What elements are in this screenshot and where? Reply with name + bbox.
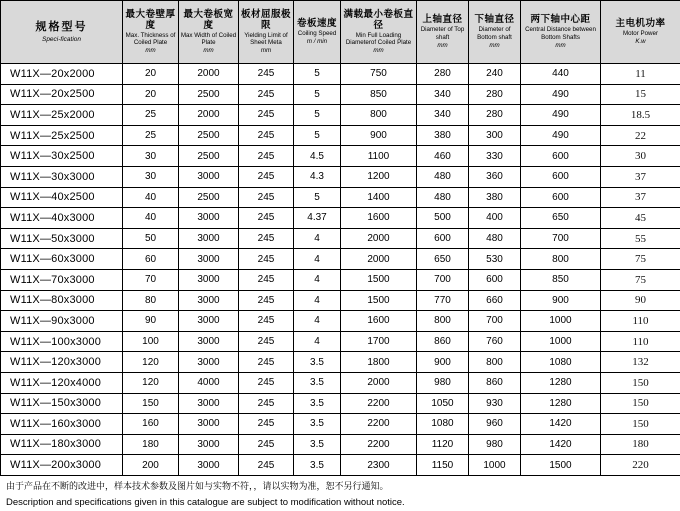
cell-motor-power: 110: [601, 311, 680, 332]
col-max-width: [179, 1, 239, 64]
cell-value: 1400: [341, 187, 417, 208]
col-coiling-speed-en: Coiling Speed: [294, 30, 340, 38]
col-motor-power-unit: K.w: [601, 38, 680, 45]
cell-motor-power: 11: [601, 64, 680, 85]
col-yield-limit: [239, 1, 294, 64]
table-row: [1, 166, 680, 187]
cell-value: 2000: [341, 249, 417, 270]
cell-value: 200: [123, 455, 179, 476]
col-coiling-speed: [294, 1, 341, 64]
col-specification-cn: 规格型号: [1, 21, 122, 34]
cell-value: 440: [521, 64, 601, 85]
cell-value: 1120: [417, 434, 469, 455]
cell-value: 300: [469, 125, 521, 146]
footnote: [0, 476, 680, 511]
cell-value: 360: [469, 166, 521, 187]
cell-motor-power: 75: [601, 269, 680, 290]
table-row: [1, 249, 680, 270]
cell-value: 1080: [521, 352, 601, 373]
cell-value: 600: [417, 228, 469, 249]
cell-value: 3000: [179, 249, 239, 270]
cell-specification: W11X—80x3000: [1, 290, 123, 311]
col-yield-limit-cn: 板材屈服极限: [239, 10, 293, 32]
table-row: [1, 105, 680, 126]
cell-value: 245: [239, 187, 294, 208]
cell-value: 245: [239, 125, 294, 146]
table-body: [1, 64, 680, 476]
cell-motor-power: 15: [601, 84, 680, 105]
cell-value: 30: [123, 166, 179, 187]
col-coiling-speed-cn: 卷板速度: [294, 19, 340, 30]
cell-value: 5: [294, 64, 341, 85]
cell-value: 800: [521, 249, 601, 270]
cell-value: 1500: [341, 269, 417, 290]
header-row: [1, 1, 680, 64]
cell-value: 3.5: [294, 414, 341, 435]
cell-value: 245: [239, 228, 294, 249]
col-motor-power-en: Motor Power: [601, 30, 680, 38]
cell-value: 280: [417, 64, 469, 85]
cell-value: 100: [123, 331, 179, 352]
table-row: [1, 228, 680, 249]
cell-motor-power: 30: [601, 146, 680, 167]
cell-value: 1100: [341, 146, 417, 167]
col-max-thickness-unit: mm: [123, 47, 178, 54]
cell-value: 245: [239, 84, 294, 105]
cell-value: 1800: [341, 352, 417, 373]
cell-value: 245: [239, 269, 294, 290]
col-max-width-unit: mm: [179, 47, 238, 54]
cell-value: 3.5: [294, 372, 341, 393]
cell-value: 245: [239, 434, 294, 455]
footnote-en: Description and specifications given in this catalogue are subject to modification without notice.: [6, 496, 674, 510]
cell-value: 1420: [521, 414, 601, 435]
cell-value: 750: [341, 64, 417, 85]
col-specification: [1, 1, 123, 64]
cell-specification: W11X—30x3000: [1, 166, 123, 187]
cell-specification: W11X—90x3000: [1, 311, 123, 332]
cell-value: 700: [521, 228, 601, 249]
cell-specification: W11X—20x2000: [1, 64, 123, 85]
cell-specification: W11X—180x3000: [1, 434, 123, 455]
col-max-thickness: [123, 1, 179, 64]
table-header: [1, 1, 680, 64]
cell-value: 340: [417, 105, 469, 126]
cell-value: 2200: [341, 414, 417, 435]
cell-value: 4: [294, 269, 341, 290]
cell-value: 600: [521, 146, 601, 167]
cell-value: 1500: [341, 290, 417, 311]
col-max-width-en: Max Width of Coiled Plate: [179, 32, 238, 48]
cell-value: 490: [521, 84, 601, 105]
table-row: [1, 352, 680, 373]
table-row: [1, 434, 680, 455]
col-min-coil-diameter-cn: 满载最小卷板直径: [341, 10, 416, 32]
col-central-distance-unit: mm: [521, 42, 600, 49]
cell-motor-power: 45: [601, 208, 680, 229]
cell-value: 4: [294, 331, 341, 352]
cell-value: 480: [417, 166, 469, 187]
cell-value: 245: [239, 105, 294, 126]
cell-specification: W11X—160x3000: [1, 414, 123, 435]
cell-value: 800: [417, 311, 469, 332]
table-row: [1, 146, 680, 167]
cell-specification: W11X—150x3000: [1, 393, 123, 414]
cell-value: 2200: [341, 434, 417, 455]
cell-motor-power: 220: [601, 455, 680, 476]
cell-value: 2000: [179, 105, 239, 126]
cell-value: 1000: [521, 311, 601, 332]
cell-value: 1150: [417, 455, 469, 476]
table-row: [1, 311, 680, 332]
cell-value: 490: [521, 105, 601, 126]
cell-value: 245: [239, 146, 294, 167]
cell-value: 3.5: [294, 393, 341, 414]
cell-value: 2500: [179, 187, 239, 208]
cell-value: 4.5: [294, 146, 341, 167]
cell-value: 1200: [341, 166, 417, 187]
cell-value: 245: [239, 372, 294, 393]
cell-value: 3000: [179, 269, 239, 290]
cell-value: 600: [521, 166, 601, 187]
cell-value: 2000: [341, 228, 417, 249]
col-central-distance: [521, 1, 601, 64]
cell-value: 980: [469, 434, 521, 455]
cell-motor-power: 132: [601, 352, 680, 373]
cell-value: 5: [294, 84, 341, 105]
cell-value: 1000: [469, 455, 521, 476]
col-yield-limit-unit: mm: [239, 47, 293, 54]
col-max-thickness-en: Max. Thickness of Coiled Plate: [123, 32, 178, 48]
cell-value: 900: [341, 125, 417, 146]
col-min-coil-diameter-en: Min Full Loading Diameterof Coiled Plate: [341, 32, 416, 48]
cell-value: 245: [239, 455, 294, 476]
cell-value: 3000: [179, 331, 239, 352]
col-bottom-shaft-diameter-en: Diameter of Bottom shaft: [469, 26, 520, 42]
cell-value: 25: [123, 105, 179, 126]
cell-value: 5: [294, 105, 341, 126]
cell-value: 600: [521, 187, 601, 208]
cell-value: 5: [294, 125, 341, 146]
table-row: [1, 372, 680, 393]
col-central-distance-en: Central Distance between Bottom Shafts: [521, 26, 600, 42]
col-coiling-speed-unit: m / min: [294, 38, 340, 45]
cell-value: 960: [469, 414, 521, 435]
table-row: [1, 331, 680, 352]
cell-value: 2200: [341, 393, 417, 414]
cell-value: 4: [294, 249, 341, 270]
cell-value: 20: [123, 84, 179, 105]
table-row: [1, 84, 680, 105]
cell-value: 4: [294, 311, 341, 332]
col-max-thickness-cn: 最大卷壁厚度: [123, 10, 178, 32]
col-top-shaft-diameter-unit: mm: [417, 42, 468, 49]
cell-specification: W11X—25x2000: [1, 105, 123, 126]
cell-value: 1280: [521, 393, 601, 414]
cell-value: 380: [417, 125, 469, 146]
cell-value: 3000: [179, 414, 239, 435]
cell-specification: W11X—20x2500: [1, 84, 123, 105]
cell-specification: W11X—100x3000: [1, 331, 123, 352]
cell-value: 4.37: [294, 208, 341, 229]
cell-motor-power: 150: [601, 393, 680, 414]
cell-value: 800: [341, 105, 417, 126]
cell-value: 80: [123, 290, 179, 311]
cell-value: 3000: [179, 352, 239, 373]
table-row: [1, 455, 680, 476]
cell-motor-power: 37: [601, 187, 680, 208]
cell-value: 860: [469, 372, 521, 393]
cell-value: 4: [294, 290, 341, 311]
cell-value: 2300: [341, 455, 417, 476]
cell-value: 3000: [179, 166, 239, 187]
cell-value: 3000: [179, 208, 239, 229]
table-row: [1, 393, 680, 414]
cell-value: 460: [417, 146, 469, 167]
cell-motor-power: 18.5: [601, 105, 680, 126]
cell-value: 850: [341, 84, 417, 105]
cell-value: 245: [239, 64, 294, 85]
col-min-coil-diameter-unit: mm: [341, 47, 416, 54]
cell-specification: W11X—40x2500: [1, 187, 123, 208]
table-row: [1, 64, 680, 85]
cell-value: 660: [469, 290, 521, 311]
cell-value: 650: [417, 249, 469, 270]
cell-motor-power: 37: [601, 166, 680, 187]
cell-motor-power: 75: [601, 249, 680, 270]
table-row: [1, 414, 680, 435]
cell-value: 500: [417, 208, 469, 229]
cell-value: 150: [123, 393, 179, 414]
cell-motor-power: 22: [601, 125, 680, 146]
table-row: [1, 290, 680, 311]
cell-motor-power: 150: [601, 414, 680, 435]
cell-value: 120: [123, 372, 179, 393]
col-top-shaft-diameter-cn: 上轴直径: [417, 15, 468, 26]
cell-value: 1420: [521, 434, 601, 455]
cell-value: 3.5: [294, 434, 341, 455]
cell-specification: W11X—50x3000: [1, 228, 123, 249]
cell-motor-power: 110: [601, 331, 680, 352]
cell-value: 280: [469, 105, 521, 126]
cell-value: 2000: [341, 372, 417, 393]
cell-value: 3000: [179, 311, 239, 332]
cell-value: 1050: [417, 393, 469, 414]
cell-value: 245: [239, 352, 294, 373]
col-max-width-cn: 最大卷板宽度: [179, 10, 238, 32]
cell-value: 245: [239, 393, 294, 414]
cell-value: 1700: [341, 331, 417, 352]
cell-value: 3000: [179, 455, 239, 476]
col-bottom-shaft-diameter: [469, 1, 521, 64]
cell-value: 3.5: [294, 352, 341, 373]
cell-value: 120: [123, 352, 179, 373]
cell-value: 160: [123, 414, 179, 435]
col-motor-power-cn: 主电机功率: [601, 19, 680, 30]
cell-motor-power: 55: [601, 228, 680, 249]
cell-value: 530: [469, 249, 521, 270]
cell-value: 245: [239, 166, 294, 187]
cell-value: 3000: [179, 228, 239, 249]
cell-specification: W11X—30x2500: [1, 146, 123, 167]
cell-value: 30: [123, 146, 179, 167]
col-specification-en: Speci-fication: [1, 36, 122, 43]
cell-value: 1600: [341, 208, 417, 229]
cell-value: 1080: [417, 414, 469, 435]
cell-value: 900: [521, 290, 601, 311]
cell-value: 2500: [179, 84, 239, 105]
cell-value: 180: [123, 434, 179, 455]
cell-value: 5: [294, 187, 341, 208]
cell-value: 40: [123, 208, 179, 229]
cell-specification: W11X—120x4000: [1, 372, 123, 393]
cell-value: 245: [239, 290, 294, 311]
cell-specification: W11X—40x3000: [1, 208, 123, 229]
cell-value: 480: [469, 228, 521, 249]
cell-value: 760: [469, 331, 521, 352]
cell-value: 700: [417, 269, 469, 290]
cell-value: 1000: [521, 331, 601, 352]
cell-value: 60: [123, 249, 179, 270]
cell-value: 3000: [179, 290, 239, 311]
cell-value: 240: [469, 64, 521, 85]
cell-value: 50: [123, 228, 179, 249]
cell-value: 1280: [521, 372, 601, 393]
cell-value: 1500: [521, 455, 601, 476]
cell-specification: W11X—200x3000: [1, 455, 123, 476]
cell-motor-power: 90: [601, 290, 680, 311]
cell-value: 600: [469, 269, 521, 290]
cell-value: 3.5: [294, 455, 341, 476]
cell-value: 340: [417, 84, 469, 105]
cell-specification: W11X—120x3000: [1, 352, 123, 373]
cell-value: 245: [239, 331, 294, 352]
cell-value: 2000: [179, 64, 239, 85]
cell-value: 380: [469, 187, 521, 208]
cell-motor-power: 180: [601, 434, 680, 455]
cell-value: 330: [469, 146, 521, 167]
cell-value: 245: [239, 311, 294, 332]
cell-value: 700: [469, 311, 521, 332]
cell-value: 90: [123, 311, 179, 332]
col-bottom-shaft-diameter-unit: mm: [469, 42, 520, 49]
cell-value: 4.3: [294, 166, 341, 187]
cell-value: 20: [123, 64, 179, 85]
cell-value: 40: [123, 187, 179, 208]
cell-value: 245: [239, 208, 294, 229]
cell-value: 800: [469, 352, 521, 373]
col-top-shaft-diameter: [417, 1, 469, 64]
footnote-cn: 由于产品在不断的改进中，样本技术参数及图片如与实物不符，，请以实物为准，恕不另行通知。: [6, 480, 674, 494]
cell-value: 3000: [179, 434, 239, 455]
cell-motor-power: 150: [601, 372, 680, 393]
cell-value: 280: [469, 84, 521, 105]
cell-specification: W11X—70x3000: [1, 269, 123, 290]
cell-value: 860: [417, 331, 469, 352]
cell-value: 480: [417, 187, 469, 208]
cell-value: 900: [417, 352, 469, 373]
col-motor-power: [601, 1, 680, 64]
cell-value: 4: [294, 228, 341, 249]
cell-value: 2500: [179, 146, 239, 167]
cell-value: 2500: [179, 125, 239, 146]
cell-value: 1600: [341, 311, 417, 332]
col-yield-limit-en: Yielding Limit of Sheet Meta: [239, 32, 293, 48]
cell-value: 25: [123, 125, 179, 146]
cell-value: 245: [239, 414, 294, 435]
col-top-shaft-diameter-en: Diameter of Top shaft: [417, 26, 468, 42]
cell-value: 650: [521, 208, 601, 229]
cell-value: 3000: [179, 393, 239, 414]
cell-value: 70: [123, 269, 179, 290]
cell-value: 980: [417, 372, 469, 393]
cell-value: 490: [521, 125, 601, 146]
col-min-coil-diameter: [341, 1, 417, 64]
cell-specification: W11X—60x3000: [1, 249, 123, 270]
cell-value: 930: [469, 393, 521, 414]
table-row: [1, 187, 680, 208]
col-bottom-shaft-diameter-cn: 下轴直径: [469, 15, 520, 26]
col-central-distance-cn: 两下轴中心距: [521, 15, 600, 26]
table-row: [1, 208, 680, 229]
cell-value: 4000: [179, 372, 239, 393]
cell-value: 245: [239, 249, 294, 270]
cell-value: 400: [469, 208, 521, 229]
table-row: [1, 125, 680, 146]
cell-value: 850: [521, 269, 601, 290]
table-row: [1, 269, 680, 290]
cell-value: 770: [417, 290, 469, 311]
cell-specification: W11X—25x2500: [1, 125, 123, 146]
